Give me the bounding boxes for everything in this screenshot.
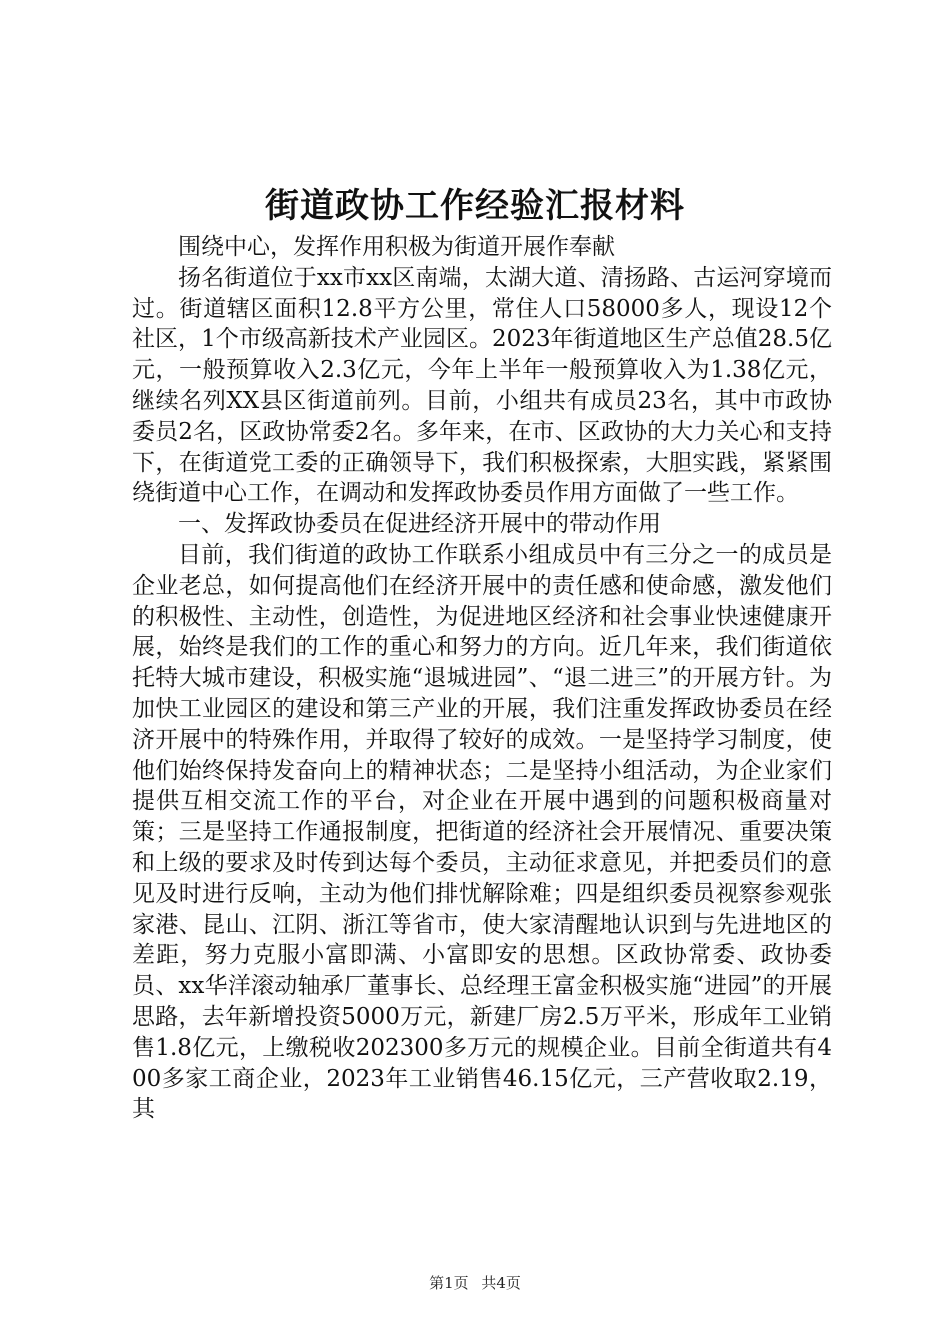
document-body bbox=[132, 232, 832, 1125]
section-heading-1: 一、发挥政协委员在促进经济开展中的带动作用 bbox=[178, 511, 661, 538]
page-total: 共4页 bbox=[481, 1274, 521, 1292]
page-footer bbox=[0, 1273, 950, 1293]
page-number: 第1页 bbox=[429, 1274, 469, 1292]
paragraph-intro: 扬名街道位于xx市xx区南端，太湖大道、清扬路、古运河穿境而过。街道辖区面积12.8平方公里，常住人口58000多人，现设12个社区，1个市级高新技术产业园区。2023年街道地区生产总值28.5亿元，一般预算收入2.3亿元，今年上半年一般预算收入为1.38亿元，继续名列XX县区街道前列。目前，小组共有成员23名，其中市政协委员2名，区政协常委2名。多年来，在市、区政协的大力关心和支持下，在街道党工委的正确领导下，我们积极探索，大胆实践，紧紧围绕街道中心工作，在调动和发挥政协委员作用方面做了一些工作。 bbox=[132, 264, 832, 507]
paragraph-section-1: 目前，我们街道的政协工作联系小组成员中有三分之一的成员是企业老总，如何提高他们在经济开展中的责任感和使命感，激发他们的积极性、主动性，创造性，为促进地区经济和社会事业快速健康开展，始终是我们的工作的重心和努力的方向。近几年来，我们街道依托特大城市建设，积极实施“退城进园”、“退二进三”的开展方针。为加快工业园区的建设和第三产业的开展，我们注重发挥政协委员在经济开展中的特殊作用，并取得了较好的成效。一是坚持学习制度，使他们始终保持发奋向上的精神状态；二是坚持小组活动，为企业家们提供互相交流工作的平台，对企业在开展中遇到的问题积极商量对策；三是坚持工作通报制度，把街道的经济社会开展情况、重要决策和上级的要求及时传到达每个委员，主动征求意见，并把委员们的意见及时进行反响，主动为他们排忧解除难；四是组织委员视察参观张家港、昆山、江阴、浙江等省市，使大家清醒地认识到与先进地区的差距，努力克服小富即满、小富即安的思想。区政协常委、政协委员、xx华洋滚动轴承厂董事长、总经理王富金积极实施“进园”的开展思路，去年新增投资5000万元，新建厂房2.5万平米，形成年工业销售1.8亿元，上缴税收202300多万元的规模企业。目前全街道共有400多家工商企业，2023年工业销售46.15亿元，三产营收取2.19，其 bbox=[132, 541, 832, 1123]
document-title: 街道政协工作经验汇报材料 bbox=[265, 186, 685, 226]
paragraph-subtitle: 围绕中心，发挥作用积极为街道开展作奉献 bbox=[178, 234, 615, 260]
